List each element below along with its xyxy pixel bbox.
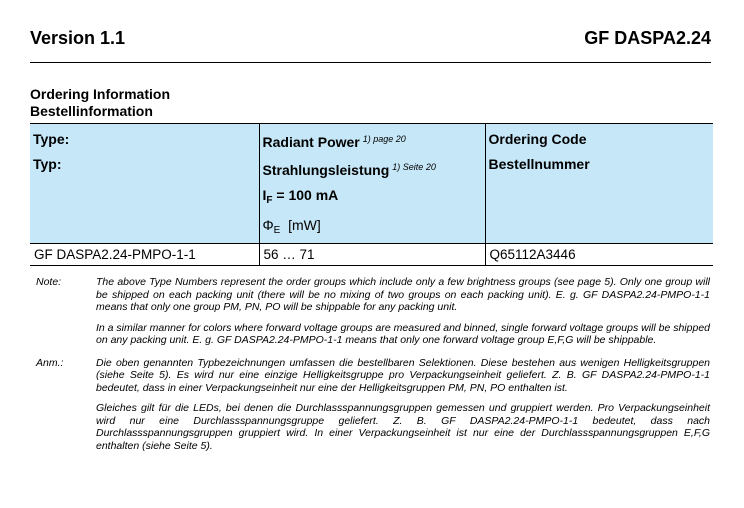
header-type [30, 124, 259, 244]
part-number: GF DASPA2.24 [584, 28, 711, 48]
footnote-ref-de: 1) Seite 20 [392, 162, 436, 172]
footnote-ref-en: 1) page 20 [362, 134, 406, 144]
header-radiant-power [259, 124, 485, 244]
header-code-en: Ordering Code [488, 131, 587, 147]
cell-code: Q65112A3446 [485, 244, 713, 266]
note-paragraph-2: In a similar manner for colors where forward voltage groups are measured and binned, single forward voltage groups will be shipped on any packing unit. E. g. GF DASPA2.24-PMPO-1-1 means that only one forward voltage group E,F,G will be shippable. [96, 321, 710, 346]
cell-type: GF DASPA2.24-PMPO-1-1 [30, 244, 259, 266]
table-row [30, 244, 713, 266]
header-type-en: Type: [33, 131, 70, 147]
anm-paragraph-2: Gleiches gilt für die LEDs, bei denen die Durchlassspannungsgruppen gemessen und gruppiert werden. Pro Verpackungseinheit wird nur eine Durchlassspannungsgruppe geliefert. Z. B. GF DASPA2.24-PMPO-1-1 bedeutet, dass nach Durchlassspannungsgruppen gruppiert wird. In einer Verpackungseinheit ist nur eine der Durchlassspannungsgruppen E,F,G enthalten (siehe Seite 5). [96, 402, 710, 452]
note-en [36, 276, 710, 355]
table-header-row [30, 124, 713, 244]
header-type-de: Typ: [33, 156, 62, 172]
ordering-table [30, 123, 713, 266]
header-code-de: Bestellnummer [488, 156, 590, 172]
note-label: Note: [36, 276, 62, 288]
cell-power: 56 … 71 [259, 244, 485, 266]
document-version: Version 1.1 [30, 28, 126, 48]
note-de [36, 357, 710, 461]
header-power-de: Strahlungsleistung [262, 162, 390, 178]
header-power-en: Radiant Power [262, 134, 360, 150]
anm-label: Anm.: [36, 356, 64, 369]
notes-section [36, 276, 710, 460]
anm-paragraph-1: Die oben genannten Typbezeichnungen umfassen die bestellbaren Selektionen. Diese bestehen aus wenigen Helligkeitsgruppen (siehe Seite 5). Es wird nur eine einzige Helligkeitsgruppe pro Verpackungseinheit geliefert. Z. B. GF DASPA2.24-PMPO-1-1 bedeutet, dass in einer Verpackungseinheit nur eine der Helligkeitsgruppen PM, PN, PO enthalten ist. [96, 356, 710, 394]
header-ordering-code [485, 124, 713, 244]
section-title-en: Ordering Information [30, 86, 170, 102]
note-paragraph-1: The above Type Numbers represent the order groups which include only a few brightness groups (see page 5). Only one group will be shipped on each packing unit (there will be no mixing of two groups on each packing unit). E. g. GF DASPA2.24-PMPO-1-1 means that only one group PM, PN, PO will be shippable for any packing unit. [96, 276, 710, 313]
section-title [30, 86, 170, 120]
header-divider [30, 62, 711, 63]
power-symbol-unit: $\Phi_E$ [mW] [262, 217, 321, 236]
test-condition: $I_F = 100$ mA [262, 187, 339, 206]
section-title-de: Bestellinformation [30, 103, 153, 119]
